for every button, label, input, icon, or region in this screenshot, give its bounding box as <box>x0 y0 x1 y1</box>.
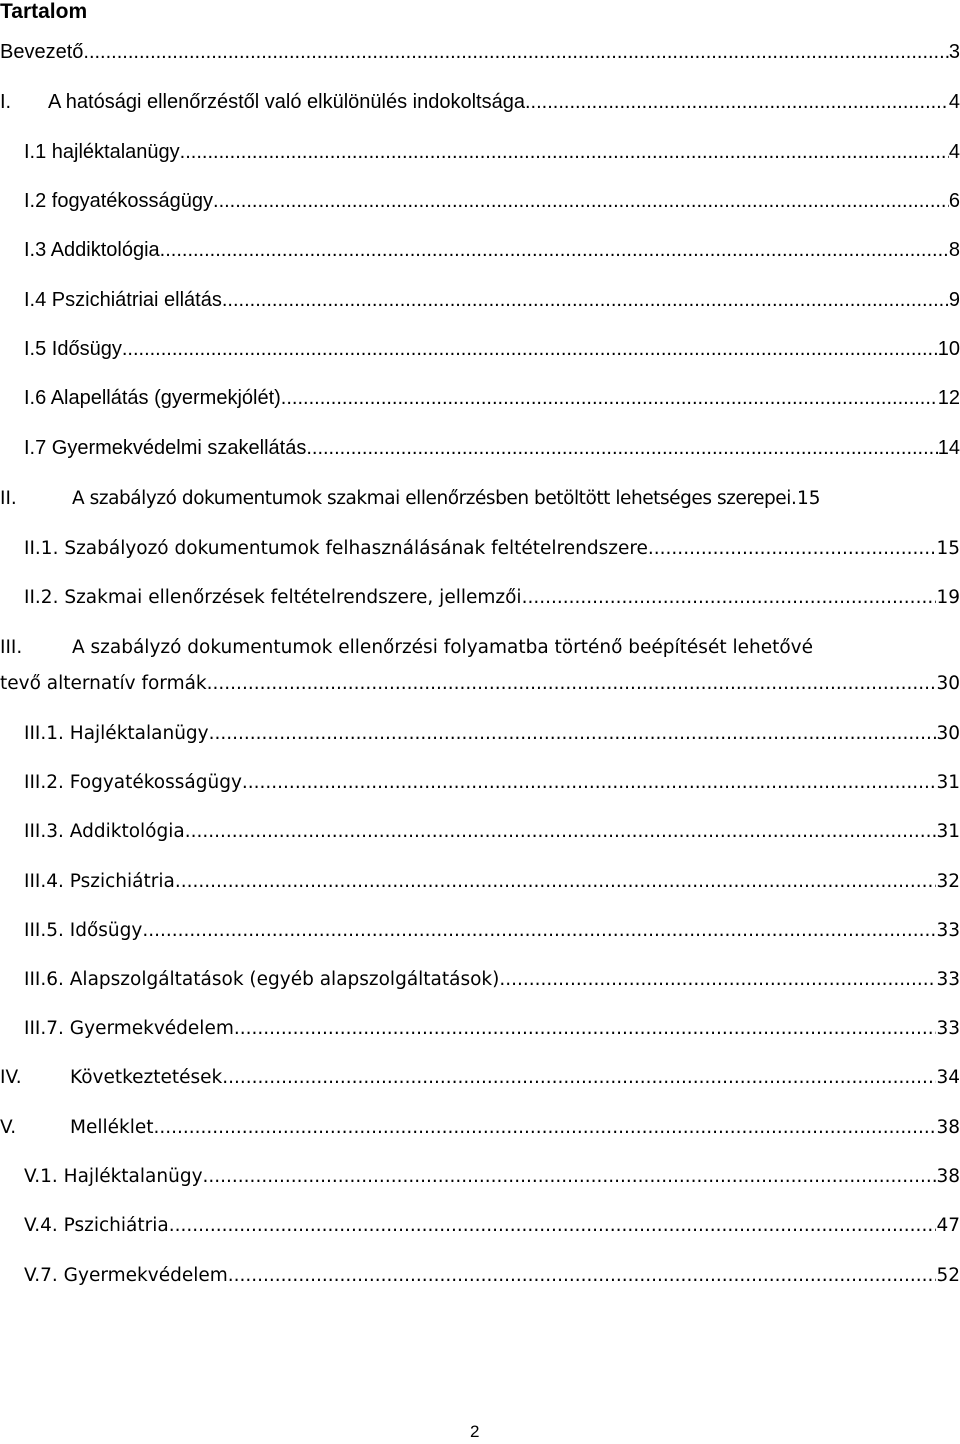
toc-leader-dots <box>83 41 948 64</box>
toc-entry-section[interactable] <box>24 284 960 312</box>
toc-entry-page: 4 <box>948 141 960 163</box>
toc-entry-page: 31 <box>936 821 960 842</box>
toc-entry-chapter-4[interactable] <box>0 1060 960 1088</box>
toc-entry-title: A hatósági ellenőrzéstől való elkülönülés indokoltsága <box>48 91 525 113</box>
toc-leader-dots <box>142 920 936 941</box>
toc-leader-dots <box>242 772 937 793</box>
toc-leader-dots <box>306 437 937 460</box>
toc-entry-section[interactable] <box>24 234 960 262</box>
toc-leader-dots <box>228 1265 937 1286</box>
toc-entry-section[interactable] <box>24 333 960 361</box>
toc-entry-page: 33 <box>936 920 960 941</box>
toc-entry-chapter-2[interactable] <box>0 481 960 509</box>
toc-heading: Tartalom <box>0 0 88 23</box>
toc-entry-chapter-3-line1[interactable] <box>0 630 813 658</box>
toc-entry-number: I. <box>0 91 12 113</box>
toc-entry-section[interactable] <box>24 962 960 990</box>
toc-leader-dots <box>648 538 937 559</box>
toc-leader-dots <box>203 1166 937 1187</box>
toc-entry-title: III.1. Hajléktalanügy <box>24 723 209 744</box>
toc-entry-title: V.7. Gyermekvédelem <box>24 1265 228 1286</box>
toc-leader-dots <box>185 821 937 842</box>
toc-leader-dots <box>234 1018 937 1039</box>
toc-entry-number: III. <box>0 637 23 658</box>
toc-entry-chapter-3-line2[interactable] <box>0 666 960 694</box>
toc-entry-page: 33 <box>936 1018 960 1039</box>
toc-entry-section[interactable] <box>24 580 960 608</box>
toc-leader-dots <box>154 1117 937 1138</box>
toc-entry-page: 30 <box>936 723 960 744</box>
toc-entry-section[interactable] <box>24 913 960 941</box>
toc-entry-title: Melléklet <box>70 1117 154 1138</box>
toc-entry-number: V. <box>0 1117 17 1138</box>
toc-leader-dots <box>175 871 937 892</box>
toc-entry-number: II. <box>0 488 17 509</box>
toc-entry-title: I.5 Idősügy <box>24 338 122 360</box>
toc-entry-title: III.5. Idősügy <box>24 920 143 941</box>
toc-entry-page: 15 <box>936 538 960 559</box>
toc-leader-dots <box>222 289 949 312</box>
toc-entry-page: 14 <box>937 437 960 459</box>
toc-entry-title: III.4. Pszichiátria <box>24 871 175 892</box>
toc-entry-title: I.1 hajléktalanügy <box>24 141 180 163</box>
toc-entry-section[interactable] <box>24 432 960 460</box>
toc-leader-dots <box>213 190 949 213</box>
toc-entry-page: 9 <box>948 289 960 311</box>
toc-entry-page: 34 <box>936 1067 960 1088</box>
toc-entry-page: 10 <box>937 338 960 360</box>
page-number: 2 <box>470 1422 480 1441</box>
toc-entry-title: II.2. Szakmai ellenőrzések feltételrendszere, jellemzői <box>24 587 522 608</box>
toc-entry-page: 38 <box>936 1166 960 1187</box>
toc-entry-introduction[interactable] <box>0 36 960 64</box>
toc-entry-section[interactable] <box>24 136 960 164</box>
toc-entry-title: I.7 Gyermekvédelmi szakellátás <box>24 437 307 459</box>
toc-entry-page: 15 <box>796 488 821 509</box>
toc-leader-dots <box>122 338 938 361</box>
toc-entry-title: III.6. Alapszolgáltatások (egyéb alapszolgáltatások) <box>24 969 500 990</box>
toc-entry-section[interactable] <box>24 1011 960 1039</box>
toc-entry-title-continued: tevő alternatív formák <box>0 673 207 694</box>
toc-entry-section[interactable] <box>24 716 960 744</box>
toc-entry-section[interactable] <box>24 1258 960 1286</box>
toc-leader-dots <box>207 673 937 694</box>
toc-entry-section[interactable] <box>24 814 960 842</box>
toc-entry-page: 8 <box>948 239 960 261</box>
toc-entry-title: V.1. Hajléktalanügy <box>24 1166 203 1187</box>
toc-entry-page: 30 <box>936 673 960 694</box>
toc-entry-title: I.2 fogyatékosságügy <box>24 190 214 212</box>
toc-entry-chapter-1[interactable] <box>0 86 960 114</box>
toc-leader-dots <box>522 587 937 608</box>
toc-leader-dots <box>281 387 938 410</box>
toc-entry-section[interactable] <box>24 765 960 793</box>
toc-entry-page: 3 <box>948 41 960 63</box>
toc-entry-title: III.3. Addiktológia <box>24 821 185 842</box>
toc-leader-dots <box>222 1067 936 1088</box>
toc-entry-number: IV. <box>0 1067 22 1088</box>
toc-entry-section[interactable] <box>24 864 960 892</box>
toc-entry-section[interactable] <box>24 531 960 559</box>
toc-entry-title: A szabályzó dokumentumok ellenőrzési folyamatba történő beépítését lehetővé <box>72 637 813 658</box>
toc-entry-section[interactable] <box>24 185 960 213</box>
toc-entry-page: 31 <box>936 772 960 793</box>
toc-leader-dots <box>525 91 949 114</box>
toc-entry-title: III.7. Gyermekvédelem <box>24 1018 234 1039</box>
toc-leader-dots <box>160 239 949 262</box>
toc-leader-dots <box>499 969 936 990</box>
toc-entry-title: I.4 Pszichiátriai ellátás <box>24 289 222 311</box>
toc-entry-section[interactable] <box>24 1208 960 1236</box>
toc-entry-title: Bevezető <box>0 41 84 63</box>
toc-entry-page: 6 <box>948 190 960 212</box>
toc-entry-page: 52 <box>936 1265 960 1286</box>
toc-entry-page: 12 <box>937 387 960 409</box>
toc-leader-dots <box>180 141 949 164</box>
toc-leader-dots <box>209 723 937 744</box>
toc-entry-page: 4 <box>948 91 960 113</box>
toc-entry-title: V.4. Pszichiátria <box>24 1215 169 1236</box>
toc-entry-page: 32 <box>936 871 960 892</box>
toc-entry-title: I.3 Addiktológia <box>24 239 160 261</box>
toc-entry-page: 33 <box>936 969 960 990</box>
toc-entry-title: I.6 Alapellátás (gyermekjólét) <box>24 387 281 409</box>
toc-entry-title: A szabályzó dokumentumok szakmai ellenőrzésben betöltött lehetséges szerepei <box>72 488 791 509</box>
toc-entry-page: 47 <box>936 1215 960 1236</box>
toc-entry-title: III.2. Fogyatékosságügy <box>24 772 242 793</box>
toc-leader-dots <box>169 1215 937 1236</box>
toc-entry-title: II.1. Szabályozó dokumentumok felhasználásának feltételrendszere <box>24 538 648 559</box>
toc-entry-section[interactable] <box>24 382 960 410</box>
toc-entry-chapter-5[interactable] <box>0 1110 960 1138</box>
toc-entry-title: Következtetések <box>70 1067 223 1088</box>
toc-entry-page: 38 <box>936 1117 960 1138</box>
toc-entry-page: 19 <box>936 587 960 608</box>
toc-entry-section[interactable] <box>24 1159 960 1187</box>
